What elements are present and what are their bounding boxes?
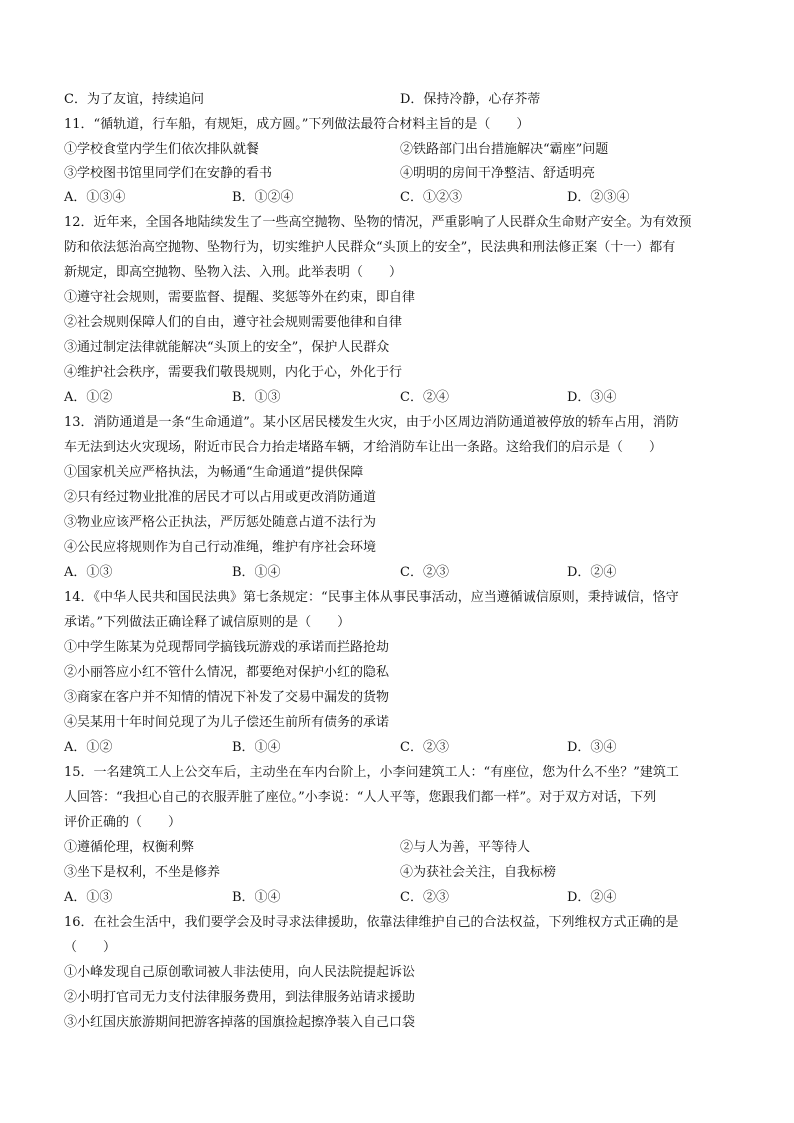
q14-choice-b: B．①④: [232, 740, 281, 755]
q13-item-4: ④公民应将规则作为自己行动准绳，维护有序社会环境: [64, 540, 377, 555]
q12-stem-line-3: 新规定，即高空抛物、坠物入法、入刑。此举表明（ ）: [64, 265, 403, 280]
q14-choice-d: D．③④: [567, 740, 617, 755]
q15-item-3: ③坐下是权利，不坐是修养: [64, 865, 221, 880]
q16-stem-line-1: 16．在社会生活中，我们要学会及时寻求法律援助，依靠法律维护自己的合法权益，下列维权方式正确的是: [64, 915, 679, 930]
q14-stem-line-2: 承诺。”下列做法正确诠释了诚信原则的是（ ）: [64, 615, 351, 630]
q11-choice-a: A．①③④: [64, 190, 126, 205]
q13-choice-d: D．②④: [567, 565, 617, 580]
q14-choice-c: C．②③: [400, 740, 449, 755]
q11-choice-b: B．①②④: [232, 190, 294, 205]
q14-item-1: ①中学生陈某为兑现帮同学搞钱玩游戏的承诺而拦路抢劫: [64, 640, 390, 655]
q13-choice-c: C．②③: [400, 565, 449, 580]
q12-item-3: ③通过制定法律就能解决“头顶上的安全”，保护人民群众: [64, 340, 390, 355]
q13-stem-line-2: 车无法到达火灾现场，附近市民合力抬走堵路车辆，才给消防车让出一条路。这给我们的启示是（ ）: [64, 440, 663, 455]
q13-item-2: ②只有经过物业批准的居民才可以占用或更改消防通道: [64, 490, 377, 505]
q10-option-c: C．为了友谊，持续追问: [64, 92, 204, 107]
q13-choice-a: A．①③: [64, 565, 113, 580]
q16-item-3: ③小红国庆旅游期间把游客掉落的国旗捡起擦净装入自己口袋: [64, 1015, 416, 1030]
q11-choice-c: C．①②③: [400, 190, 462, 205]
q12-stem-line-1: 12．近年来，全国各地陆续发生了一些高空抛物、坠物的情况，严重影响了人民群众生命财产安全。为有效预: [64, 215, 692, 230]
q15-stem-line-3: 评价正确的（ ）: [64, 815, 182, 830]
q15-item-2: ②与人为善，平等待人: [400, 840, 531, 855]
q12-item-1: ①遵守社会规则，需要监督、提醒、奖惩等外在约束，即自律: [64, 290, 416, 305]
q15-choice-d: D．②④: [567, 890, 617, 905]
q11-item-2: ②铁路部门出台措施解决“霸座”问题: [400, 142, 609, 157]
q14-item-3: ③商家在客户并不知情的情况下补发了交易中漏发的货物: [64, 690, 390, 705]
q12-item-4: ④维护社会秩序，需要我们敬畏规则，内化于心，外化于行: [64, 365, 403, 380]
q14-choice-a: A．①②: [64, 740, 113, 755]
q11-choice-d: D．②③④: [567, 190, 630, 205]
q12-choice-d: D．③④: [567, 390, 617, 405]
q12-item-2: ②社会规则保障人们的自由，遵守社会规则需要他律和自律: [64, 315, 403, 330]
q13-item-1: ①国家机关应严格执法，为畅通“生命通道”提供保障: [64, 465, 364, 480]
q15-choice-a: A．①③: [64, 890, 113, 905]
q11-item-4: ④明明的房间干净整洁、舒适明亮: [400, 166, 596, 181]
q12-choice-b: B．①③: [232, 390, 281, 405]
q11-item-1: ①学校食堂内学生们依次排队就餐: [64, 142, 260, 157]
q15-item-4: ④为获社会关注，自我标榜: [400, 865, 557, 880]
q13-choice-b: B．①④: [232, 565, 281, 580]
q12-choice-c: C．②④: [400, 390, 449, 405]
q15-stem-line-2: 人回答：“我担心自己的衣服弄脏了座位。”小李说：“人人平等，您跟我们都一样”。对于双方对话，下列: [64, 790, 657, 805]
q15-stem-line-1: 15．一名建筑工人上公交车后，主动坐在车内台阶上，小李问建筑工人：“有座位，您为什么不坐？”建筑工: [64, 765, 679, 780]
q12-stem-line-2: 防和依法惩治高空抛物、坠物行为，切实维护人民群众“头顶上的安全”，民法典和刑法修正案（十一）都有: [64, 240, 676, 255]
q15-choice-b: B．①④: [232, 890, 281, 905]
q10-option-d: D．保持冷静，心存芥蒂: [400, 92, 541, 107]
q16-item-1: ①小峰发现自己原创歌词被人非法使用，向人民法院提起诉讼: [64, 965, 416, 980]
q16-stem-line-2: （ ）: [64, 940, 117, 955]
q14-item-4: ④吴某用十年时间兑现了为儿子偿还生前所有债务的承诺: [64, 715, 390, 730]
q16-item-2: ②小明打官司无力支付法律服务费用，到法律服务站请求援助: [64, 990, 416, 1005]
q14-stem-line-1: 14．《中华人民共和国民法典》第七条规定：“民事主体从事民事活动，应当遵循诚信原则，秉持诚信，恪守: [64, 590, 679, 605]
q13-stem-line-1: 13．消防通道是一条“生命通道”。某小区居民楼发生火灾，由于小区周边消防通道被停放的轿车占用，消防: [64, 415, 679, 430]
q13-item-3: ③物业应该严格公正执法，严厉惩处随意占道不法行为: [64, 515, 377, 530]
q14-item-2: ②小丽答应小红不管什么情况，都要绝对保护小红的隐私: [64, 665, 390, 680]
q15-choice-c: C．②③: [400, 890, 449, 905]
q15-item-1: ①遵循伦理，权衡利弊: [64, 840, 195, 855]
q12-choice-a: A．①②: [64, 390, 113, 405]
q11-item-3: ③学校图书馆里同学们在安静的看书: [64, 166, 273, 181]
q11-stem: 11．“循轨道，行车船，有规矩，成方圆。”下列做法最符合材料主旨的是（ ）: [64, 117, 530, 132]
